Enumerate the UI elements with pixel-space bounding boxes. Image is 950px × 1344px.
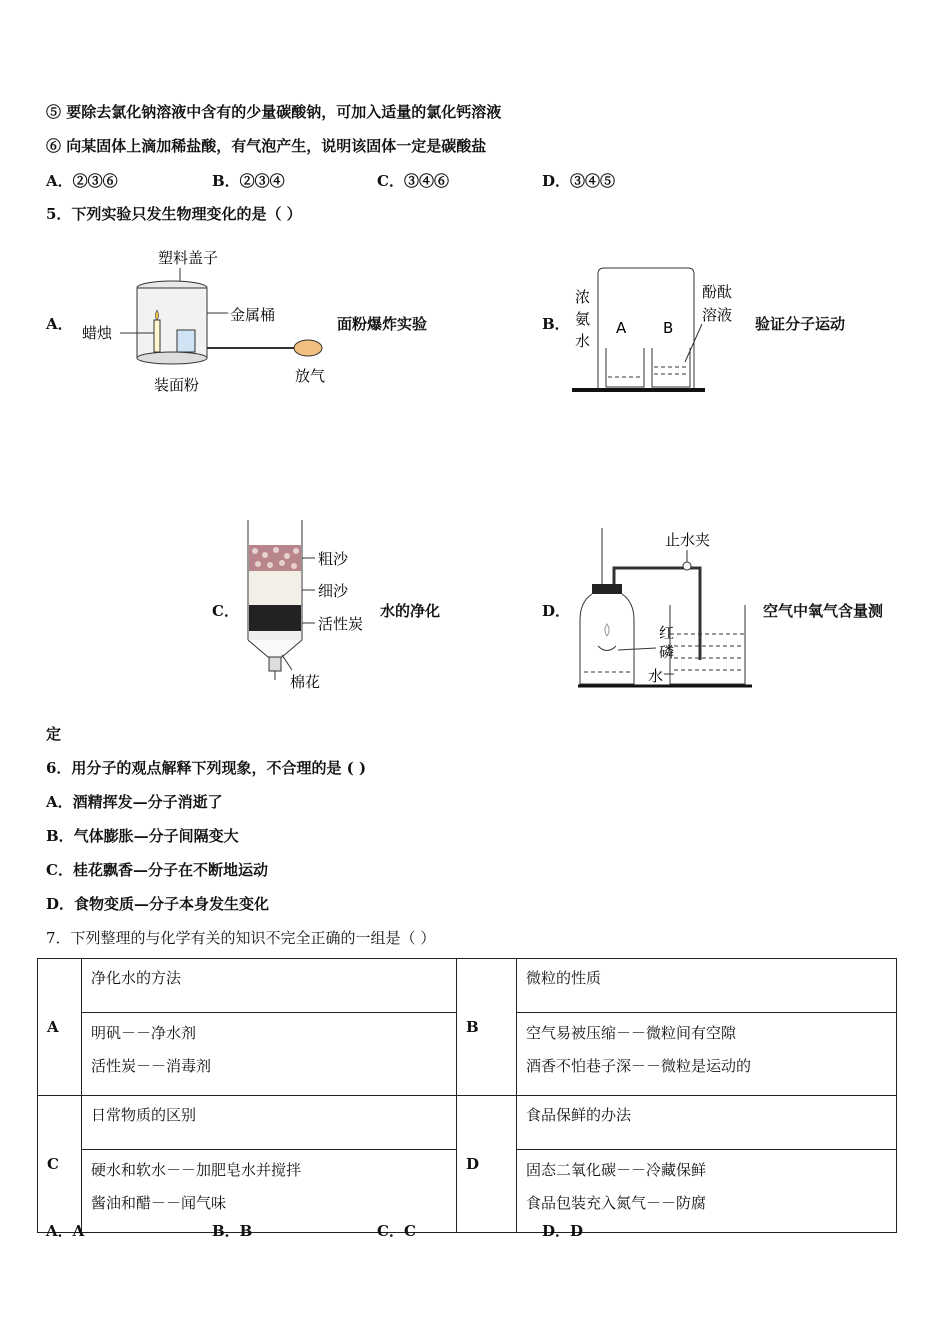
q4-option-a: A．②③⑥ [46, 172, 118, 190]
q6-option-a: A．酒精挥发—分子消逝了 [46, 793, 223, 811]
label-candle: 蜡烛 [82, 324, 113, 342]
q4-option-c: C．③④⑥ [377, 172, 449, 190]
label-water: 水 [648, 667, 664, 685]
q5-d-letter: D． [542, 602, 571, 620]
label-bucket: 金属桶 [230, 306, 276, 324]
label-phenol-2: 溶液 [702, 306, 733, 324]
cell-letter-d: D [457, 1096, 517, 1233]
label-red-phos-2: 磷 [659, 643, 675, 661]
q5-b-caption: 验证分子运动 [755, 315, 846, 333]
q7-option-c: C．C [377, 1222, 416, 1240]
label-beaker-a: A [616, 319, 627, 337]
cell-body-a [82, 1013, 457, 1096]
cell-letter-b: B [457, 959, 517, 1096]
label-water-clip: 止水夹 [665, 531, 711, 549]
oxygen-content-apparatus [570, 520, 760, 690]
knowledge-table [37, 958, 897, 1233]
q7-option-a: A．A [46, 1222, 85, 1240]
label-ammonia-2: 氨 [575, 310, 591, 328]
q5-caption-tail: 定 [46, 725, 62, 743]
label-beaker-b: B [663, 319, 674, 337]
q4-option-b: B．②③④ [212, 172, 285, 190]
q6-stem: 6．用分子的观点解释下列现象，不合理的是 ( ) [46, 759, 367, 777]
cell-title-a: 净化水的方法 [82, 959, 457, 1013]
q7-stem: 7．下列整理的与化学有关的知识不完全正确的一组是（ ） [46, 929, 436, 947]
cell-c-line-1: 硬水和软水－－加肥皂水并搅拌 [91, 1161, 302, 1179]
label-ammonia-1: 浓 [575, 288, 591, 306]
label-flour: 装面粉 [154, 376, 200, 394]
cell-body-b [517, 1013, 897, 1096]
q5-b-letter: B． [542, 315, 570, 333]
cell-d-line-2: 食品包装充入氮气－－防腐 [526, 1194, 707, 1212]
q5-stem: 5．下列实验只发生物理变化的是（ ） [46, 205, 302, 223]
cell-a-line-1: 明矾－－净水剂 [91, 1024, 197, 1042]
molecule-motion-apparatus [570, 262, 750, 397]
cell-title-b: 微粒的性质 [517, 959, 897, 1013]
cell-b-line-1: 空气易被压缩－－微粒间有空隙 [526, 1024, 737, 1042]
q7-option-d: D．D [542, 1222, 584, 1240]
cell-title-d: 食品保鲜的办法 [517, 1096, 897, 1150]
q5-d-caption: 空气中氧气含量测 [763, 602, 884, 620]
label-red-phos-1: 红 [659, 624, 675, 642]
flour-explosion-apparatus [70, 238, 350, 398]
q6-option-d: D．食物变质—分子本身发生变化 [46, 895, 270, 913]
q5-a-caption: 面粉爆炸实验 [337, 315, 428, 333]
q5-c-letter: C． [212, 602, 239, 620]
q7-option-b: B．B [212, 1222, 253, 1240]
label-air: 放气 [295, 367, 326, 385]
q4-item6: ⑥ 向某固体上滴加稀盐酸，有气泡产生，说明该固体一定是碳酸盐 [46, 137, 487, 155]
q6-option-c: C．桂花飘香—分子在不断地运动 [46, 861, 268, 879]
q4-option-d: D．③④⑤ [542, 172, 616, 190]
label-lid: 塑料盖子 [158, 249, 219, 267]
label-phenol-1: 酚酞 [702, 283, 733, 301]
cell-title-c: 日常物质的区别 [82, 1096, 457, 1150]
label-activated-carbon: 活性炭 [318, 615, 364, 633]
q5-a-letter: A． [46, 315, 73, 333]
cell-c-line-2: 酱油和醋－－闻气味 [91, 1194, 227, 1212]
cell-letter-c: C [38, 1096, 82, 1233]
cell-letter-a: A [38, 959, 82, 1096]
label-ammonia-3: 水 [575, 332, 591, 350]
q5-c-caption: 水的净化 [380, 602, 441, 620]
water-filter-apparatus [240, 515, 380, 695]
label-coarse-sand: 粗沙 [318, 550, 349, 568]
cell-d-line-1: 固态二氧化碳－－冷藏保鲜 [526, 1161, 707, 1179]
cell-b-line-2: 酒香不怕巷子深－－微粒是运动的 [526, 1057, 752, 1075]
q4-item5: ⑤ 要除去氯化钠溶液中含有的少量碳酸钠，可加入适量的氯化钙溶液 [46, 103, 502, 121]
cell-a-line-2: 活性炭－－消毒剂 [91, 1057, 212, 1075]
label-fine-sand: 细沙 [318, 582, 349, 600]
label-cotton: 棉花 [290, 673, 321, 691]
q6-option-b: B．气体膨胀—分子间隔变大 [46, 827, 239, 845]
